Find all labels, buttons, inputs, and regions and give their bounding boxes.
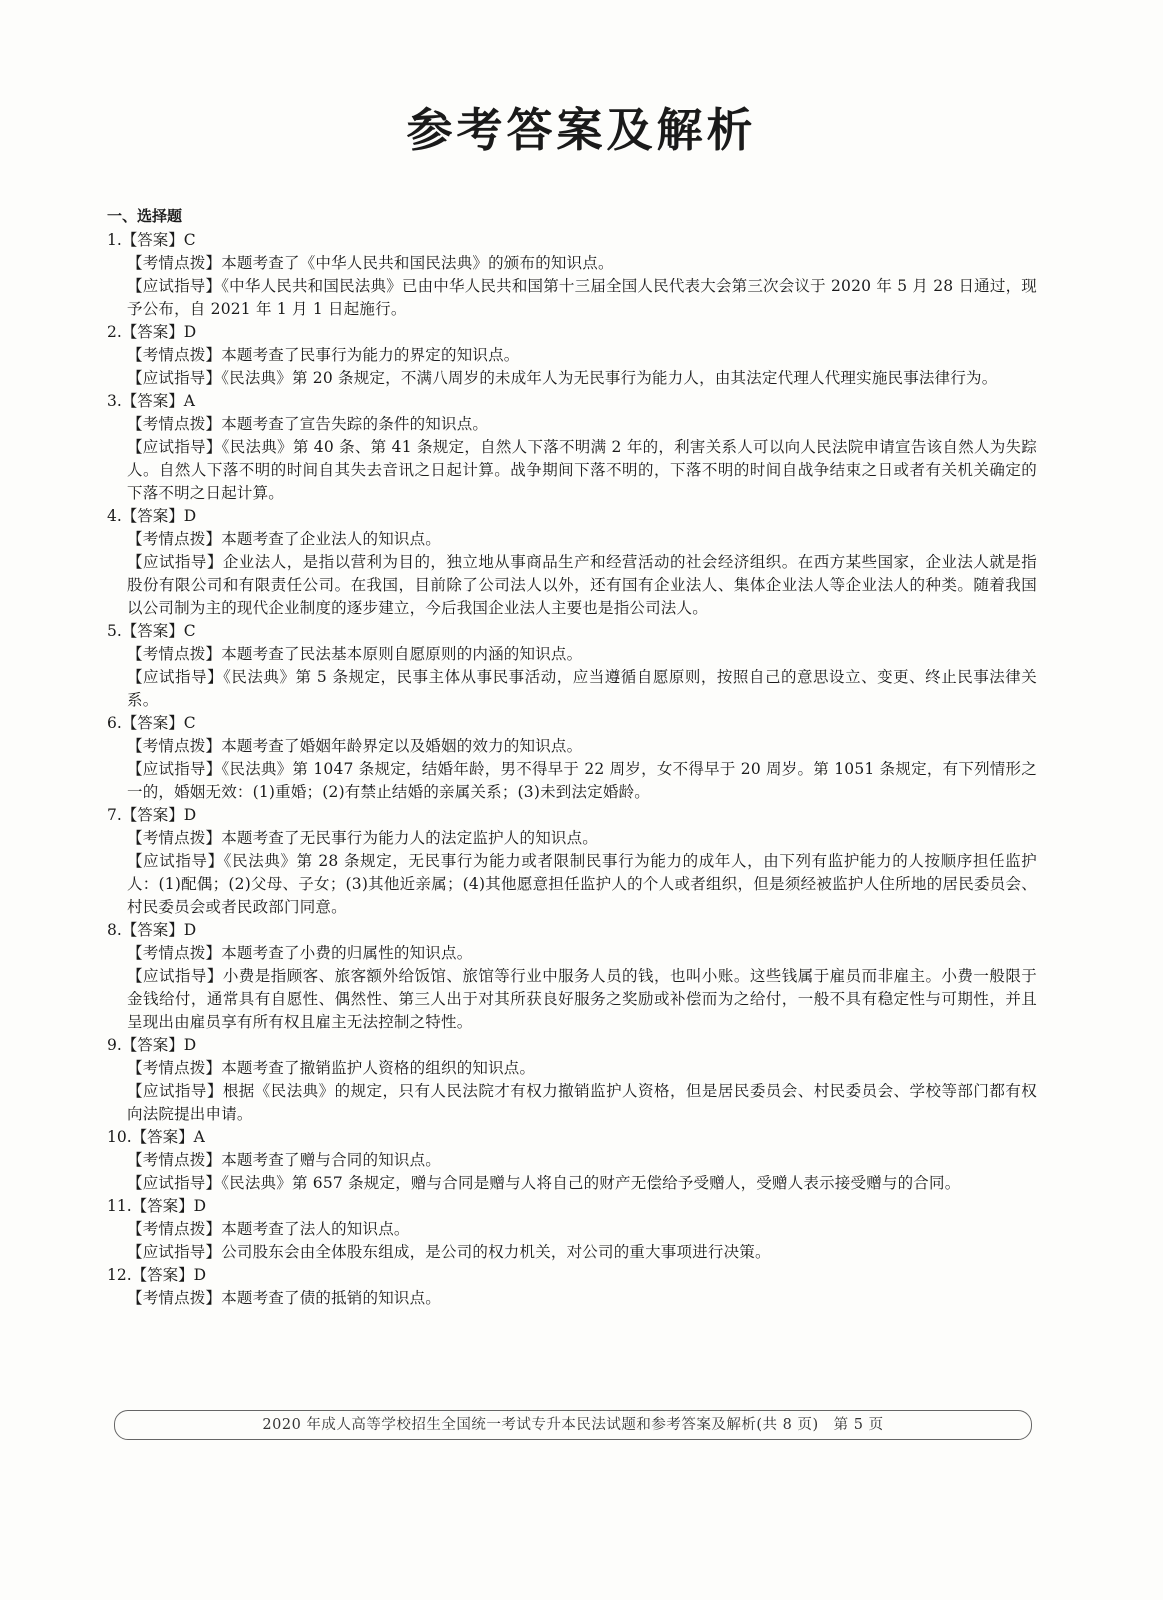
exam-guidance: 【应试指导】《民法典》第 5 条规定，民事主体从事民事活动，应当遵循自愿原则，按照自己的意思设立、变更、终止民事法律关系。 [127,668,1037,709]
exam-point: 【考情点拨】本题考查了婚姻年龄界定以及婚姻的效力的知识点。 [127,737,583,755]
answer-value: 【答案】D [121,507,197,525]
exam-point: 【考情点拨】本题考查了法人的知识点。 [127,1220,410,1238]
exam-guidance: 【应试指导】《民法典》第 28 条规定，无民事行为能力或者限制民事行为能力的成年人，由下列有监护能力的人按顺序担任监护人：(1)配偶；(2)父母、子女；(3)其他近亲属；(4)其他愿意担任监护人的个人或者组织，但是须经被监护人住所地的居民委员会、村民委员会或者民政部门同意。 [127,852,1037,916]
answer-line [107,712,1037,735]
answer-line [107,804,1037,827]
question-item [107,919,1037,1034]
answer-value: 【答案】C [121,622,196,640]
exam-guidance: 【应试指导】公司股东会由全体股东组成，是公司的权力机关，对公司的重大事项进行决策。 [127,1243,771,1261]
answer-value: 【答案】A [121,392,195,410]
question-number: 6. [107,714,122,732]
question-number: 2. [107,323,122,341]
answer-line [107,321,1037,344]
answer-line [107,229,1037,252]
answer-value: 【答案】A [131,1128,205,1146]
answer-line [107,1126,1037,1149]
page-footer: 2020 年成人高等学校招生全国统一考试专升本民法试题和参考答案及解析(共 8 页) 第 5 页 [114,1410,1032,1440]
question-number: 4. [107,507,122,525]
question-number: 7. [107,806,122,824]
exam-point: 【考情点拨】本题考查了企业法人的知识点。 [127,530,442,548]
question-item [107,1195,1037,1264]
question-item [107,1126,1037,1195]
answer-value: 【答案】D [121,1036,197,1054]
exam-guidance: 【应试指导】《民法典》第 20 条规定，不满八周岁的未成年人为无民事行为能力人，由其法定代理人代理实施民事法律行为。 [127,369,998,387]
question-number: 3. [107,392,122,410]
exam-guidance: 【应试指导】《民法典》第 1047 条规定，结婚年龄，男不得早于 22 周岁，女不得早于 20 周岁。第 1051 条规定，有下列情形之一的，婚姻无效：(1)重婚；(2)有禁止结婚的亲属关系；(3)未到法定婚龄。 [127,760,1037,801]
exam-guidance: 【应试指导】小费是指顾客、旅客额外给饭馆、旅馆等行业中服务人员的钱，也叫小账。这些钱属于雇员而非雇主。小费一般限于金钱给付，通常具有自愿性、偶然性、第三人出于对其所获良好服务之奖励或补偿而为之给付，一般不具有稳定性与可期性，并且呈现出由雇员享有所有权且雇主无法控制之特性。 [127,967,1037,1031]
exam-point: 【考情点拨】本题考查了宣告失踪的条件的知识点。 [127,415,489,433]
question-item [107,390,1037,505]
exam-point: 【考情点拨】本题考查了《中华人民共和国民法典》的颁布的知识点。 [127,254,614,272]
question-item [107,620,1037,712]
question-item [107,505,1037,620]
question-item [107,321,1037,390]
answer-content [107,205,1037,1310]
exam-point: 【考情点拨】本题考查了民法基本原则自愿原则的内涵的知识点。 [127,645,583,663]
exam-point: 【考情点拨】本题考查了民事行为能力的界定的知识点。 [127,346,520,364]
answer-value: 【答案】C [121,231,196,249]
question-number: 10. [107,1128,132,1146]
answer-line [107,620,1037,643]
answer-value: 【答案】D [131,1197,207,1215]
question-number: 12. [107,1266,132,1284]
question-number: 1. [107,231,122,249]
page-title: 参考答案及解析 [406,103,757,157]
answer-value: 【答案】D [131,1266,207,1284]
question-item [107,804,1037,919]
answer-line [107,390,1037,413]
question-number: 8. [107,921,122,939]
answer-value: 【答案】D [121,806,197,824]
exam-point: 【考情点拨】本题考查了赠与合同的知识点。 [127,1151,442,1169]
question-list [107,229,1037,1310]
question-item [107,1034,1037,1126]
question-item [107,229,1037,321]
answer-value: 【答案】D [121,921,197,939]
exam-guidance: 【应试指导】《民法典》第 657 条规定，赠与合同是赠与人将自己的财产无偿给予受赠人，受赠人表示接受赠与的合同。 [127,1174,961,1192]
exam-point: 【考情点拨】本题考查了无民事行为能力人的法定监护人的知识点。 [127,829,599,847]
question-number: 11. [107,1197,132,1215]
answer-value: 【答案】D [121,323,197,341]
answer-line [107,1264,1037,1287]
exam-guidance: 【应试指导】根据《民法典》的规定，只有人民法院才有权力撤销监护人资格，但是居民委员会、村民委员会、学校等部门都有权向法院提出申请。 [127,1082,1037,1123]
question-number: 5. [107,622,122,640]
answer-line [107,1195,1037,1218]
question-number: 9. [107,1036,122,1054]
section-heading: 一、选择题 [107,207,183,225]
answer-line [107,1034,1037,1057]
answer-line [107,505,1037,528]
exam-guidance: 【应试指导】《中华人民共和国民法典》已由中华人民共和国第十三届全国人民代表大会第三次会议于 2020 年 5 月 28 日通过，现予公布，自 2021 年 1 月 1 日起施行。 [127,277,1037,318]
question-item [107,1264,1037,1310]
answer-line [107,919,1037,942]
question-item [107,712,1037,804]
exam-point: 【考情点拨】本题考查了小费的归属性的知识点。 [127,944,473,962]
exam-point: 【考情点拨】本题考查了债的抵销的知识点。 [127,1289,442,1307]
exam-guidance: 【应试指导】《民法典》第 40 条、第 41 条规定，自然人下落不明满 2 年的，利害关系人可以向人民法院申请宣告该自然人为失踪人。自然人下落不明的时间自其失去音讯之日起计算。战争期间下落不明的，下落不明的时间自战争结束之日或者有关机关确定的下落不明之日起计算。 [127,438,1037,502]
exam-point: 【考情点拨】本题考查了撤销监护人资格的组织的知识点。 [127,1059,536,1077]
exam-guidance: 【应试指导】企业法人，是指以营利为目的，独立地从事商品生产和经营活动的社会经济组织。在西方某些国家，企业法人就是指股份有限公司和有限责任公司。在我国，目前除了公司法人以外，还有国有企业法人、集体企业法人等企业法人的种类。随着我国以公司制为主的现代企业制度的逐步建立，今后我国企业法人主要也是指公司法人。 [127,553,1037,617]
answer-value: 【答案】C [121,714,196,732]
